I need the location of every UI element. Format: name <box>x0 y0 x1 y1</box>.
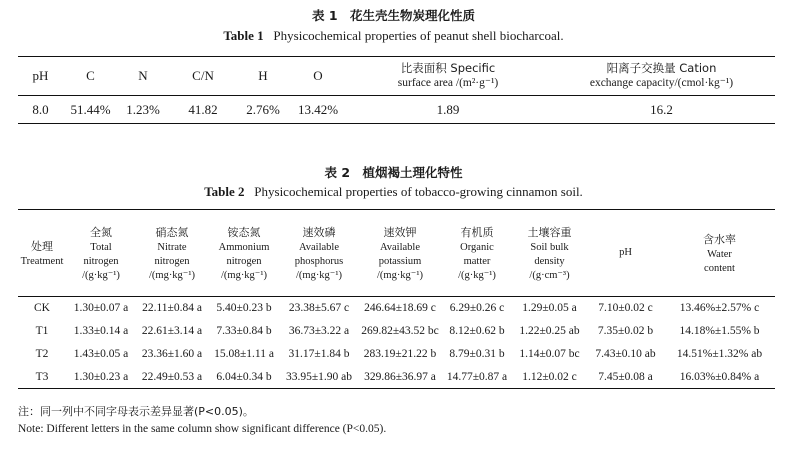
table2-header-water-content-line1: 含水率 <box>703 232 736 246</box>
table2-cell-available-potassium: 269.82±43.52 bc <box>361 325 439 337</box>
table2-header-total-nitrogen <box>66 210 136 297</box>
table2-header-nitrate-nitrogen-line1: 硝态氮 <box>155 225 189 239</box>
table1-cell-surface-area: 1.89 <box>436 101 460 117</box>
table2-cell-treatment: T1 <box>35 325 49 337</box>
table2-cell-total-nitrogen: 1.30±0.07 a <box>73 302 129 315</box>
table2-cell-water-content: 14.51%±1.32% ab <box>676 348 763 360</box>
table1-cell-cn-ratio: 41.82 <box>188 101 218 117</box>
table2-cell-ph: 7.45±0.08 a <box>598 370 653 383</box>
table2-header-soil-bulk-density <box>512 210 587 297</box>
table2-header-soil-bulk-density-line4: /(g·cm⁻³) <box>529 269 570 281</box>
table1-header-cn-ratio: C/N <box>168 57 238 96</box>
table1-header-n: N <box>118 57 168 96</box>
table-row <box>18 366 775 389</box>
table2-cell-available-potassium: 246.64±18.69 c <box>364 302 436 315</box>
table-row <box>18 343 775 366</box>
table2-cell-nitrate-nitrogen: 22.49±0.53 a <box>141 370 203 383</box>
table-row <box>18 297 775 320</box>
table2-cell-soil-bulk-density: 1.22±0.25 ab <box>519 325 580 337</box>
table2-cell-soil-bulk-density: 1.12±0.02 c <box>522 370 577 383</box>
table1-cell-ph: 8.0 <box>32 101 49 117</box>
table2-cell-organic-matter: 6.29±0.26 c <box>449 302 505 315</box>
table1-header-ph: pH <box>18 57 63 96</box>
table2-header-available-potassium <box>358 210 442 297</box>
table-row <box>18 320 775 343</box>
table2-header-nitrate-nitrogen-line3: nitrogen <box>154 255 190 267</box>
table2-header-treatment-line1: 处理 <box>31 239 53 253</box>
table2-header-available-potassium-line2: Available <box>379 241 421 253</box>
table1-cell-cec: 16.2 <box>650 101 673 117</box>
table2-header-available-potassium-line4: /(mg·kg⁻¹) <box>376 269 423 281</box>
table2-header-ammonium-nitrogen-line3: nitrogen <box>226 255 262 267</box>
table2-cell-soil-bulk-density: 1.14±0.07 bc <box>519 348 580 360</box>
table2-cell-ammonium-nitrogen: 6.04±0.34 b <box>216 370 272 383</box>
table2-header-available-phosphorus-line2: Available <box>298 241 340 253</box>
table2-cell-nitrate-nitrogen: 22.61±3.14 a <box>141 325 203 337</box>
table2-header-ammonium-nitrogen <box>208 210 280 297</box>
table2-cell-total-nitrogen: 1.43±0.05 a <box>73 348 129 360</box>
table2-header-soil-bulk-density-line3: density <box>534 255 565 267</box>
table2-caption-cn: 表 2 植烟褐土理化特性 <box>324 165 463 180</box>
table2-caption-label: Table 2 <box>204 184 245 199</box>
table1-header-cec-line2: exchange capacity/(cmol·kg⁻¹) <box>589 77 734 89</box>
table1-caption-cn: 表 1 花生壳生物炭理化性质 <box>311 8 476 23</box>
table2-caption-en <box>0 184 787 200</box>
table2-cell-ph: 7.43±0.10 ab <box>595 348 656 360</box>
table2-header-water-content <box>664 210 775 297</box>
table2-cell-water-content: 14.18%±1.55% b <box>679 325 760 337</box>
table2-header-organic-matter-line4: /(g·kg⁻¹) <box>458 269 496 281</box>
table1-header-o: O <box>288 57 348 96</box>
table2-header-nitrate-nitrogen-line2: Nitrate <box>157 241 187 253</box>
table2-header-organic-matter-line1: 有机质 <box>460 225 494 239</box>
table2-body <box>18 297 775 389</box>
table1-header-surface-area-line1: 比表面积 Specific <box>400 61 496 75</box>
table2-cell-treatment: T3 <box>35 370 49 383</box>
table2-header-total-nitrogen-line2: Total <box>90 241 112 253</box>
table2-cell-available-phosphorus: 23.38±5.67 c <box>288 302 350 315</box>
table2-header-total-nitrogen-line1: 全氮 <box>90 225 112 239</box>
table2-cell-nitrate-nitrogen: 22.11±0.84 a <box>142 302 202 315</box>
table2-header-treatment-line2: Treatment <box>20 255 64 267</box>
table2-cell-total-nitrogen: 1.30±0.23 a <box>73 370 129 383</box>
table2-header-available-potassium-line3: potassium <box>378 255 422 267</box>
table1-caption-text: Physicochemical properties of peanut shell biocharcoal. <box>273 28 564 43</box>
note-cn: 注：同一列中不同字母表示差异显著(P<0.05)。 <box>18 405 254 418</box>
table2-cell-available-phosphorus: 36.73±3.22 a <box>288 325 350 337</box>
table2-cell-ph: 7.10±0.02 c <box>598 302 653 315</box>
table2-header-available-phosphorus-line1: 速效磷 <box>302 225 336 239</box>
table2-header-water-content-line2: Water <box>707 248 732 260</box>
table2-cell-ammonium-nitrogen: 15.08±1.11 a <box>214 348 274 360</box>
table2-cell-nitrate-nitrogen: 23.36±1.60 a <box>141 348 203 360</box>
table2-header-ph-line1: pH <box>619 247 632 258</box>
table1-cell-c: 51.44% <box>70 101 111 117</box>
table2-header-available-phosphorus-line4: /(mg·kg⁻¹) <box>295 269 342 281</box>
table2-cell-treatment: T2 <box>35 348 49 360</box>
table2-cell-ph: 7.35±0.02 b <box>597 325 654 337</box>
table2-header-organic-matter-line3: matter <box>463 255 491 267</box>
table1-data-row <box>18 96 775 124</box>
table1-header-cec-line1: 阳离子交换量 Cation <box>606 61 717 75</box>
table2-cell-soil-bulk-density: 1.29±0.05 a <box>522 302 577 315</box>
table1-header-c: C <box>63 57 118 96</box>
table2-cell-water-content: 13.46%±2.57% c <box>679 302 760 315</box>
table2-header-ammonium-nitrogen-line2: Ammonium <box>218 241 270 253</box>
table1-cell-o: 13.42% <box>297 101 339 117</box>
note-en: Note: Different letters in the same column show significant difference (P<0.05). <box>18 423 387 435</box>
table2-cell-available-potassium: 283.19±21.22 b <box>363 348 437 360</box>
table1-header-cec <box>548 57 775 96</box>
table1-caption-en <box>0 28 787 44</box>
table2-header-total-nitrogen-line4: /(g·kg⁻¹) <box>82 269 120 281</box>
table2-cell-organic-matter: 8.79±0.31 b <box>449 348 505 360</box>
table2 <box>18 209 775 389</box>
table2-cell-treatment: CK <box>34 302 50 315</box>
table2-header-available-phosphorus-line3: phosphorus <box>294 255 344 267</box>
table2-caption-text: Physicochemical properties of tobacco-growing cinnamon soil. <box>254 184 583 199</box>
table2-header-available-phosphorus <box>280 210 358 297</box>
table2-cell-available-phosphorus: 33.95±1.90 ab <box>285 370 353 383</box>
table1-cell-h: 2.76% <box>246 101 280 117</box>
table2-header-ammonium-nitrogen-line1: 铵态氮 <box>227 225 261 239</box>
table1-header-h: H <box>238 57 288 96</box>
table2-header-soil-bulk-density-line1: 土壤容重 <box>527 225 572 239</box>
table1 <box>18 56 775 124</box>
table2-header-ammonium-nitrogen-line4: /(mg·kg⁻¹) <box>220 269 267 281</box>
table2-header-total-nitrogen-line3: nitrogen <box>83 255 119 267</box>
table2-header-organic-matter <box>442 210 512 297</box>
table2-header-soil-bulk-density-line2: Soil bulk <box>530 241 569 253</box>
table1-cell-n: 1.23% <box>126 101 160 117</box>
table2-header-nitrate-nitrogen-line4: /(mg·kg⁻¹) <box>148 269 195 281</box>
table2-cell-water-content: 16.03%±0.84% a <box>679 370 760 383</box>
table2-cell-available-phosphorus: 31.17±1.84 b <box>288 348 350 360</box>
table2-cell-organic-matter: 14.77±0.87 a <box>446 370 508 383</box>
table2-header-available-potassium-line1: 速效钾 <box>383 225 417 239</box>
table2-header-nitrate-nitrogen <box>136 210 208 297</box>
table2-cell-total-nitrogen: 1.33±0.14 a <box>73 325 129 337</box>
table2-header-organic-matter-line2: Organic <box>460 241 494 253</box>
table1-caption-label: Table 1 <box>223 28 264 43</box>
table2-cell-ammonium-nitrogen: 5.40±0.23 b <box>216 302 272 315</box>
table1-header-surface-area-line2: surface area /(m²·g⁻¹) <box>397 77 499 89</box>
table2-cell-organic-matter: 8.12±0.62 b <box>449 325 505 337</box>
table2-header-treatment <box>18 210 66 297</box>
table2-header-water-content-line3: content <box>704 262 735 274</box>
table2-cell-ammonium-nitrogen: 7.33±0.84 b <box>216 325 272 337</box>
table2-cell-available-potassium: 329.86±36.97 a <box>364 370 436 383</box>
table2-header-ph <box>587 210 664 297</box>
table1-header-surface-area <box>348 57 548 96</box>
table1-header-row <box>18 57 775 96</box>
table2-header-row <box>18 210 775 297</box>
